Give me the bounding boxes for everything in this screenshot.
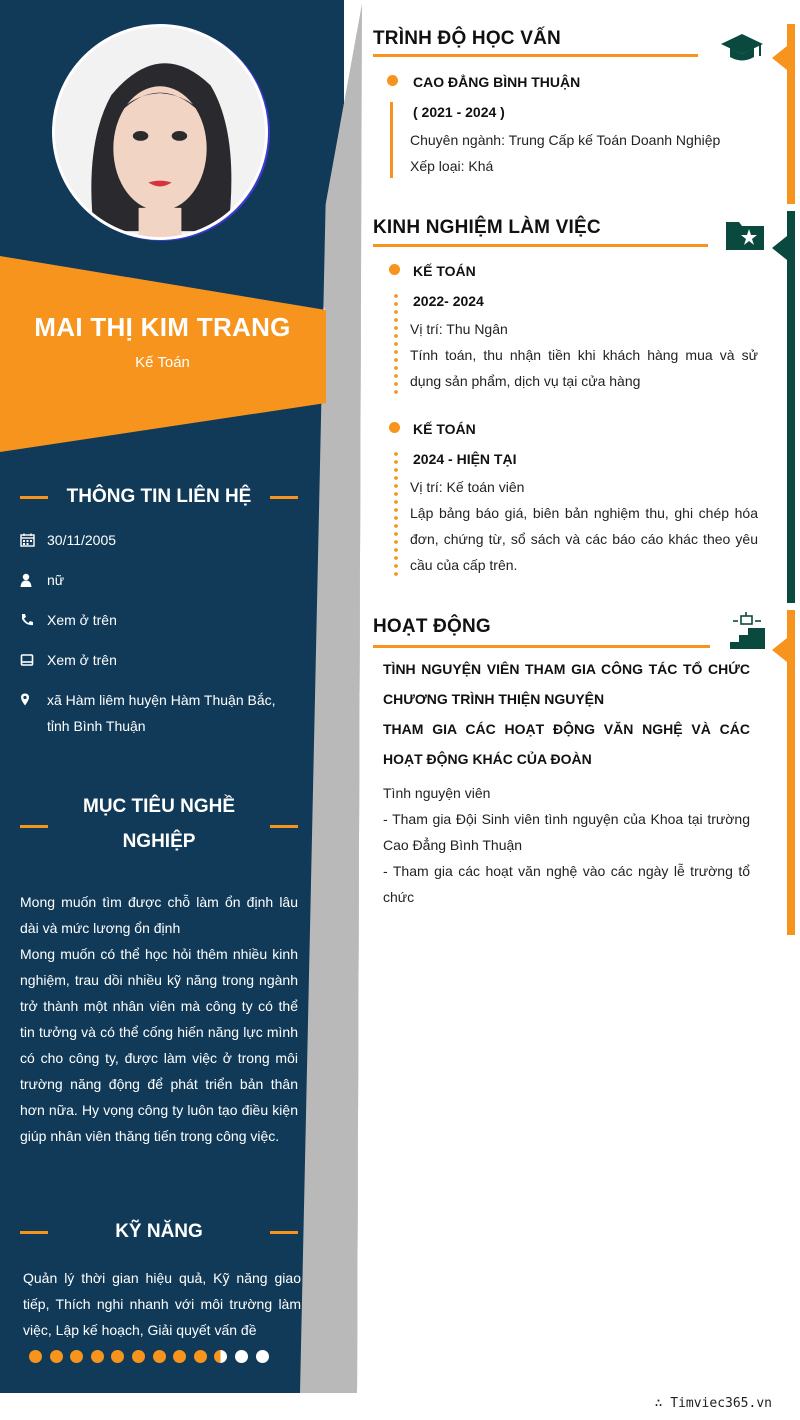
job-1-title: KẾ TOÁN [413,263,476,279]
profile-name: MAI THỊ KIM TRANG [34,312,291,342]
job-1-position: Vị trí: Thu Ngân [410,321,508,337]
profile-role: Kế Toán [135,354,190,371]
objective-text: Mong muốn tìm được chỗ làm ổn định lâu dài và mức lương ổn định Mong muốn có thể học hỏi thêm nhiều kinh nghiệm, trau dồi nhiều kỹ năng trong ngành trở thành một nhân viên mà công ty có thể tin tưởng và có thể cống hiến năng lực mình có cho công ty, được làm việc ở trong môi trường năng động để phát triển bản thân hơn nữa. Hy vọng công ty luôn tạo điều kiện giúp nhân viên thăng tiến trong công việc. [20,894,298,1144]
education-school: CAO ĐẲNG BÌNH THUẬN [413,74,581,90]
education-timeline [390,102,393,178]
education-side-arrow [772,46,787,70]
job-2-bullet [389,422,400,433]
experience-heading: KINH NGHIỆM LÀM VIỆC [373,217,601,238]
activities-side-bar [787,610,795,935]
contact-email: Xem ở trên [20,647,300,673]
phone-icon [20,613,36,627]
activity-item-1: - Tham gia Đội Sinh viên tình nguyện của Khoa tại trường Cao Đẳng Bình Thuận [383,811,750,853]
objective-heading: MỤC TIÊU NGHỀ NGHIỆP [20,789,298,859]
education-period: ( 2021 - 2024 ) [413,104,505,120]
skill-rating-dot [235,1350,248,1363]
activities-heading: HOẠT ĐỘNG [373,616,491,637]
experience-side-bar [787,211,795,603]
activity-1-title-line1: TÌNH NGUYỆN VIÊN THAM GIA CÔNG TÁC TỔ CHỨC [383,661,750,677]
job-2-description: Lập bảng báo giá, biên bản nghiệm thu, ghi chép hóa đơn, chứng từ, sổ sách và các báo cáo khác theo yêu cầu của cấp trên. [410,505,758,573]
activity-2-title-line2: HOẠT ĐỘNG KHÁC CỦA ĐOÀN [383,751,592,767]
job-1-timeline [394,292,398,396]
calendar-icon [20,533,36,547]
skill-rating-dot [256,1350,269,1363]
education-side-bar [787,24,795,204]
activities-side-arrow [772,638,787,662]
skill-rating-dot [194,1350,207,1363]
contact-gender: nữ [20,567,300,593]
avatar [52,24,268,240]
education-heading: TRÌNH ĐỘ HỌC VẤN [373,28,561,49]
person-icon [20,573,36,587]
graduation-cap-icon [720,32,764,64]
stairs-goal-icon [728,612,766,650]
location-icon [20,693,36,707]
activity-2-title-line1: THAM GIA CÁC HOẠT ĐỘNG VĂN NGHỆ VÀ CÁC [383,721,750,737]
job-2-timeline [394,450,398,578]
footer-brand: ∴ Timviec365.vn [654,1396,772,1411]
skills-text: Quản lý thời gian hiệu quả, Kỹ năng giao tiếp, Thích nghi nhanh với môi trường làm việc, Lập kế hoạch, Giải quyết vấn đề [23,1270,301,1338]
email-icon [20,653,36,667]
job-1-description: Tính toán, thu nhận tiền khi khách hàng mua và sử dụng sản phẩm, dịch vụ tại cửa hàng [410,347,758,389]
skill-rating-dot [132,1350,145,1363]
experience-underline [373,244,708,247]
folder-star-icon [725,218,765,251]
skill-rating-dot [50,1350,63,1363]
skills-heading: KỸ NĂNG [20,1214,298,1249]
activity-1-title-line2: CHƯƠNG TRÌNH THIỆN NGUYỆN [383,691,605,707]
experience-side-arrow [772,236,787,260]
contact-heading: THÔNG TIN LIÊN HỆ [20,479,298,514]
skill-rating-dot [153,1350,166,1363]
job-2-position: Vị trí: Kế toán viên [410,479,525,495]
skill-rating-dot [91,1350,104,1363]
education-grade: Xếp loại: Khá [410,158,494,174]
education-underline [373,54,698,57]
job-2-title: KẾ TOÁN [413,421,476,437]
job-1-period: 2022- 2024 [413,293,484,309]
activity-item-2: - Tham gia các hoạt văn nghệ vào các ngày lễ trường tổ chức [383,863,750,905]
contact-phone: Xem ở trên [20,607,300,633]
contact-address: xã Hàm liêm huyện Hàm Thuận Bắc, tỉnh Bình Thuận [20,687,300,739]
job-1-bullet [389,264,400,275]
education-major: Chuyên ngành: Trung Cấp kế Toán Doanh Nghiệp [410,132,721,148]
activities-underline [373,645,710,648]
job-2-period: 2024 - HIỆN TẠI [413,451,517,467]
contact-birthday: 30/11/2005 [20,527,300,553]
activity-role: Tình nguyện viên [383,785,491,801]
skill-rating-dot [29,1350,42,1363]
education-bullet [387,75,398,86]
